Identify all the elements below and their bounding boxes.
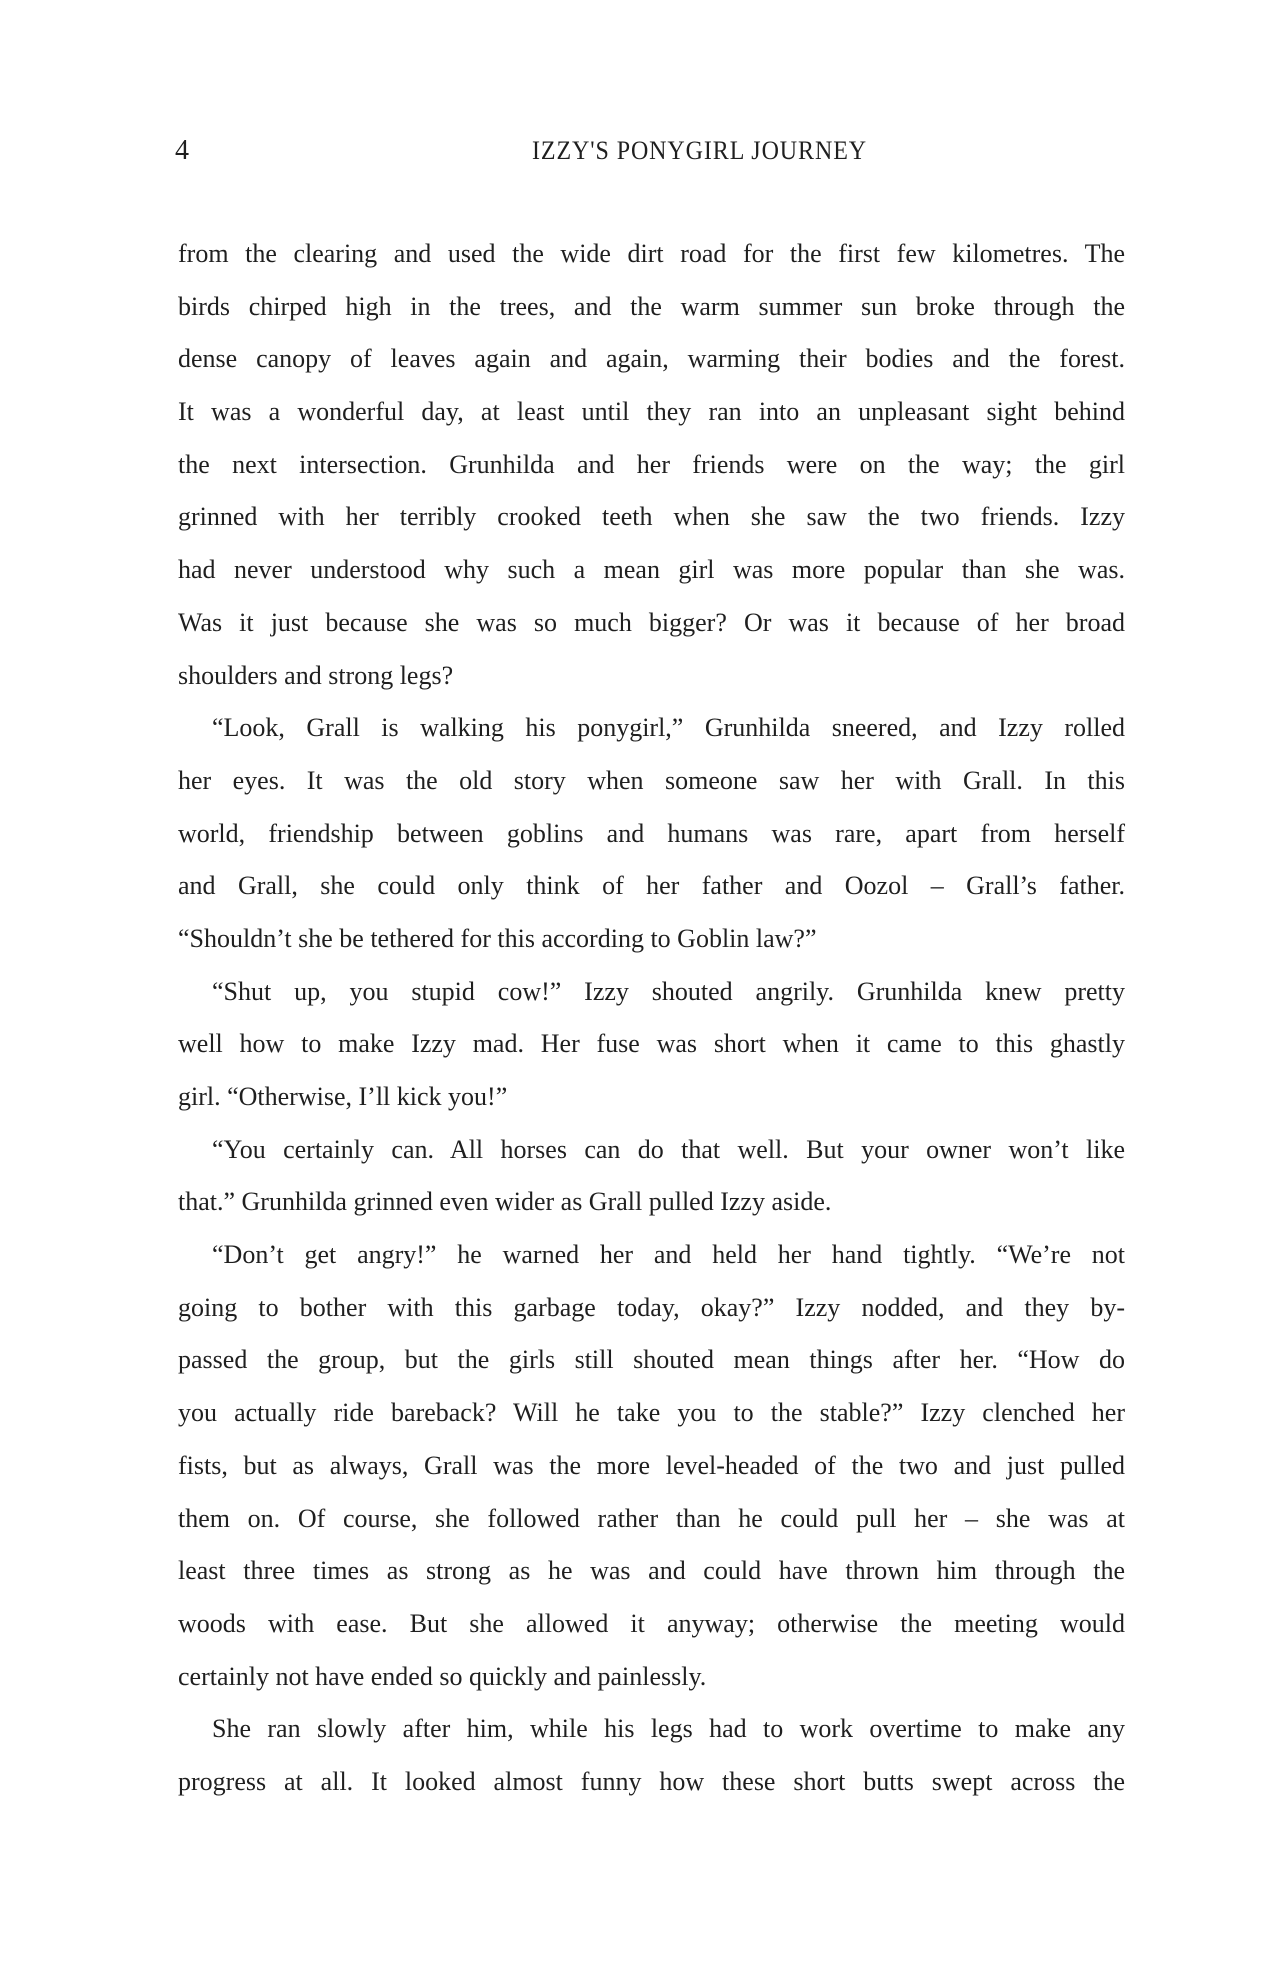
text-line — [178, 1176, 1125, 1229]
text-line-content: that.” Grunhilda grinned even wider as Grall pulled Izzy aside. — [178, 1187, 832, 1217]
text-line — [178, 1440, 1125, 1493]
text-line — [178, 1598, 1125, 1651]
text-line-content: had never understood why such a mean girl was more popular than she was. — [178, 555, 1125, 585]
text-line-content: certainly not have ended so quickly and painlessly. — [178, 1661, 707, 1691]
text-line-content: woods with ease. But she allowed it anyway; otherwise the meeting would — [178, 1608, 1125, 1638]
text-line — [178, 966, 1125, 1019]
text-line-content: well how to make Izzy mad. Her fuse was short when it came to this ghastly — [178, 1029, 1125, 1059]
text-line-content: them on. Of course, she followed rather than he could pull her – she was at — [178, 1503, 1125, 1533]
text-line-content: from the clearing and used the wide dirt road for the first few kilometres. The — [178, 239, 1125, 268]
text-line-content: fists, but as always, Grall was the more level-headed of the two and just pulled — [178, 1450, 1125, 1480]
text-line-content: girl. “Otherwise, I’ll kick you!” — [178, 1082, 508, 1111]
text-line-content: least three times as strong as he was and could have thrown him through the — [178, 1556, 1125, 1586]
text-line-content: It was a wonderful day, at least until they ran into an unpleasant sight behind — [178, 397, 1125, 427]
text-line — [178, 1018, 1125, 1071]
text-line — [178, 1651, 1125, 1704]
text-line — [178, 333, 1125, 386]
text-line — [178, 386, 1125, 439]
text-line-content: you actually ride bareback? Will he take you to the stable?” Izzy clenched her — [178, 1398, 1125, 1428]
text-line-content: shoulders and strong legs? — [178, 660, 454, 690]
text-line — [178, 491, 1125, 544]
text-line-content: the next intersection. Grunhilda and her friends were on the way; the girl — [178, 449, 1125, 479]
text-line-content: passed the group, but the girls still shouted mean things after her. “How do — [178, 1345, 1125, 1375]
text-line — [178, 650, 1125, 703]
text-line — [178, 808, 1125, 861]
text-line — [178, 228, 1125, 281]
text-line-content: dense canopy of leaves again and again, warming their bodies and the forest. — [178, 344, 1125, 374]
text-line — [178, 1229, 1125, 1282]
text-line — [178, 1756, 1125, 1809]
text-line-content: going to bother with this garbage today, okay?” Izzy nodded, and they by- — [178, 1292, 1125, 1322]
text-line — [178, 597, 1125, 650]
text-line — [178, 1282, 1125, 1335]
text-line-content: and Grall, she could only think of her father and Oozol – Grall’s father. — [178, 871, 1125, 901]
text-line — [178, 281, 1125, 334]
text-line-content: “Look, Grall is walking his ponygirl,” Grunhilda sneered, and Izzy rolled — [212, 713, 1125, 743]
text-line — [178, 1703, 1125, 1756]
text-line — [178, 1124, 1125, 1177]
text-line — [178, 702, 1125, 755]
text-line — [178, 439, 1125, 492]
text-line — [178, 1493, 1125, 1546]
text-line — [178, 860, 1125, 913]
text-line — [178, 913, 1125, 966]
text-line-content: Was it just because she was so much bigger? Or was it because of her broad — [178, 607, 1125, 637]
text-line-content: “Don’t get angry!” he warned her and held her hand tightly. “We’re not — [212, 1240, 1125, 1270]
text-line-content: “You certainly can. All horses can do that well. But your owner won’t like — [212, 1134, 1125, 1164]
text-line — [178, 1334, 1125, 1387]
text-line — [178, 755, 1125, 808]
text-line-content: world, friendship between goblins and humans was rare, apart from herself — [178, 818, 1125, 848]
text-line-content: She ran slowly after him, while his legs had to work overtime to make any — [212, 1714, 1125, 1744]
text-line — [178, 1071, 1125, 1124]
text-line — [178, 1387, 1125, 1440]
running-head-text: IZZY'S PONYGIRL JOURNEY — [532, 136, 867, 165]
text-line-content: “Shouldn’t she be tethered for this according to Goblin law?” — [178, 923, 817, 953]
text-line-content: her eyes. It was the old story when someone saw her with Grall. In this — [178, 765, 1125, 795]
text-line-content: progress at all. It looked almost funny how these short butts swept across the — [178, 1766, 1125, 1796]
text-line-content: “Shut up, you stupid cow!” Izzy shouted angrily. Grunhilda knew pretty — [212, 976, 1125, 1006]
text-line-content: birds chirped high in the trees, and the warm summer sun broke through the — [178, 291, 1125, 321]
text-line-content: grinned with her terribly crooked teeth when she saw the two friends. Izzy — [178, 502, 1125, 532]
text-line — [178, 1545, 1125, 1598]
text-line — [178, 544, 1125, 597]
running-head — [532, 136, 867, 165]
body-text — [178, 228, 1125, 1809]
page-number: 4 — [175, 135, 189, 166]
